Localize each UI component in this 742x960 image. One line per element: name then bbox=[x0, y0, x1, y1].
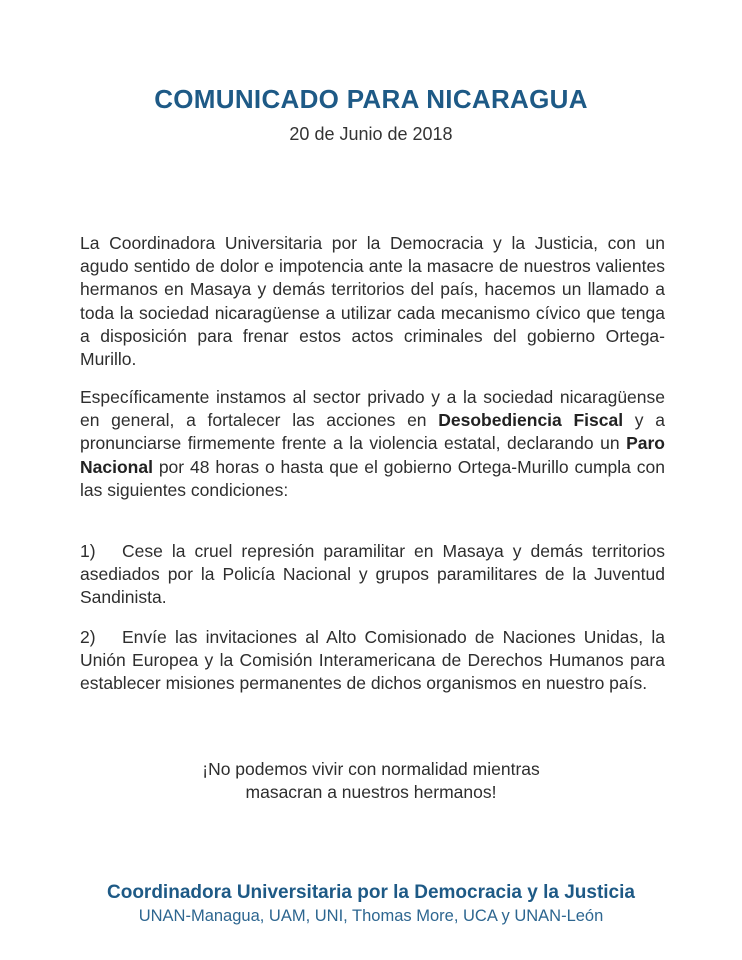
demand-text-part-3: por 48 horas o hasta que el gobierno Ortega-Murillo cumpla con las siguientes condiciones: bbox=[80, 456, 665, 500]
condition-text: Envíe las invitaciones al Alto Comisionado de Naciones Unidas, la Unión Europea y la Comisión Interamericana de Derechos Humanos para establecer misiones permanentes de dichos organismos en nuestro país. bbox=[80, 627, 665, 694]
document-date: 20 de Junio de 2018 bbox=[289, 124, 453, 144]
condition-text: Cese la cruel represión paramilitar en Masaya y demás territorios asediados por la Policía Nacional y grupos paramilitares de la Juventud Sandinista. bbox=[80, 541, 665, 608]
member-universities: UNAN-Managua, UAM, UNI, Thomas More, UCA y UNAN-León bbox=[138, 907, 604, 925]
closing-statement bbox=[0, 758, 742, 804]
demand-paragraph bbox=[80, 386, 665, 502]
intro-paragraph: La Coordinadora Universitaria por la Democracia y la Justicia, con un agudo sentido de dolor e impotencia ante la masacre de nuestros valientes hermanos en Masaya y demás territorios del país, hacemos un llamado a toda la sociedad nicaragüense a utilizar cada mecanismo cívico que tenga a disposición para frenar estos actos criminales del gobierno Ortega-Murillo. bbox=[80, 233, 665, 370]
demand-text-part-1: Específicamente instamos al sector privado y a la sociedad nicaragüense en general, a fortalecer las acciones en bbox=[80, 387, 665, 431]
closing-line-1: ¡No podemos vivir con normalidad mientras bbox=[202, 759, 540, 779]
condition-number: 1) bbox=[80, 541, 96, 561]
condition-item-2 bbox=[80, 626, 665, 696]
national-strike-highlight: Paro Nacional bbox=[80, 433, 665, 477]
document-title: COMUNICADO PARA NICARAGUA bbox=[154, 84, 588, 114]
closing-line-2: masacran a nuestros hermanos! bbox=[245, 782, 497, 802]
organization-name: Coordinadora Universitaria por la Democracia y la Justicia bbox=[107, 882, 635, 903]
fiscal-disobedience-highlight: Desobediencia Fiscal bbox=[438, 410, 624, 431]
demand-text-part-2: y a pronunciarse firmemente frente a la violencia estatal, declarando un bbox=[80, 410, 665, 454]
condition-item-1 bbox=[80, 540, 665, 610]
condition-number: 2) bbox=[80, 627, 96, 647]
